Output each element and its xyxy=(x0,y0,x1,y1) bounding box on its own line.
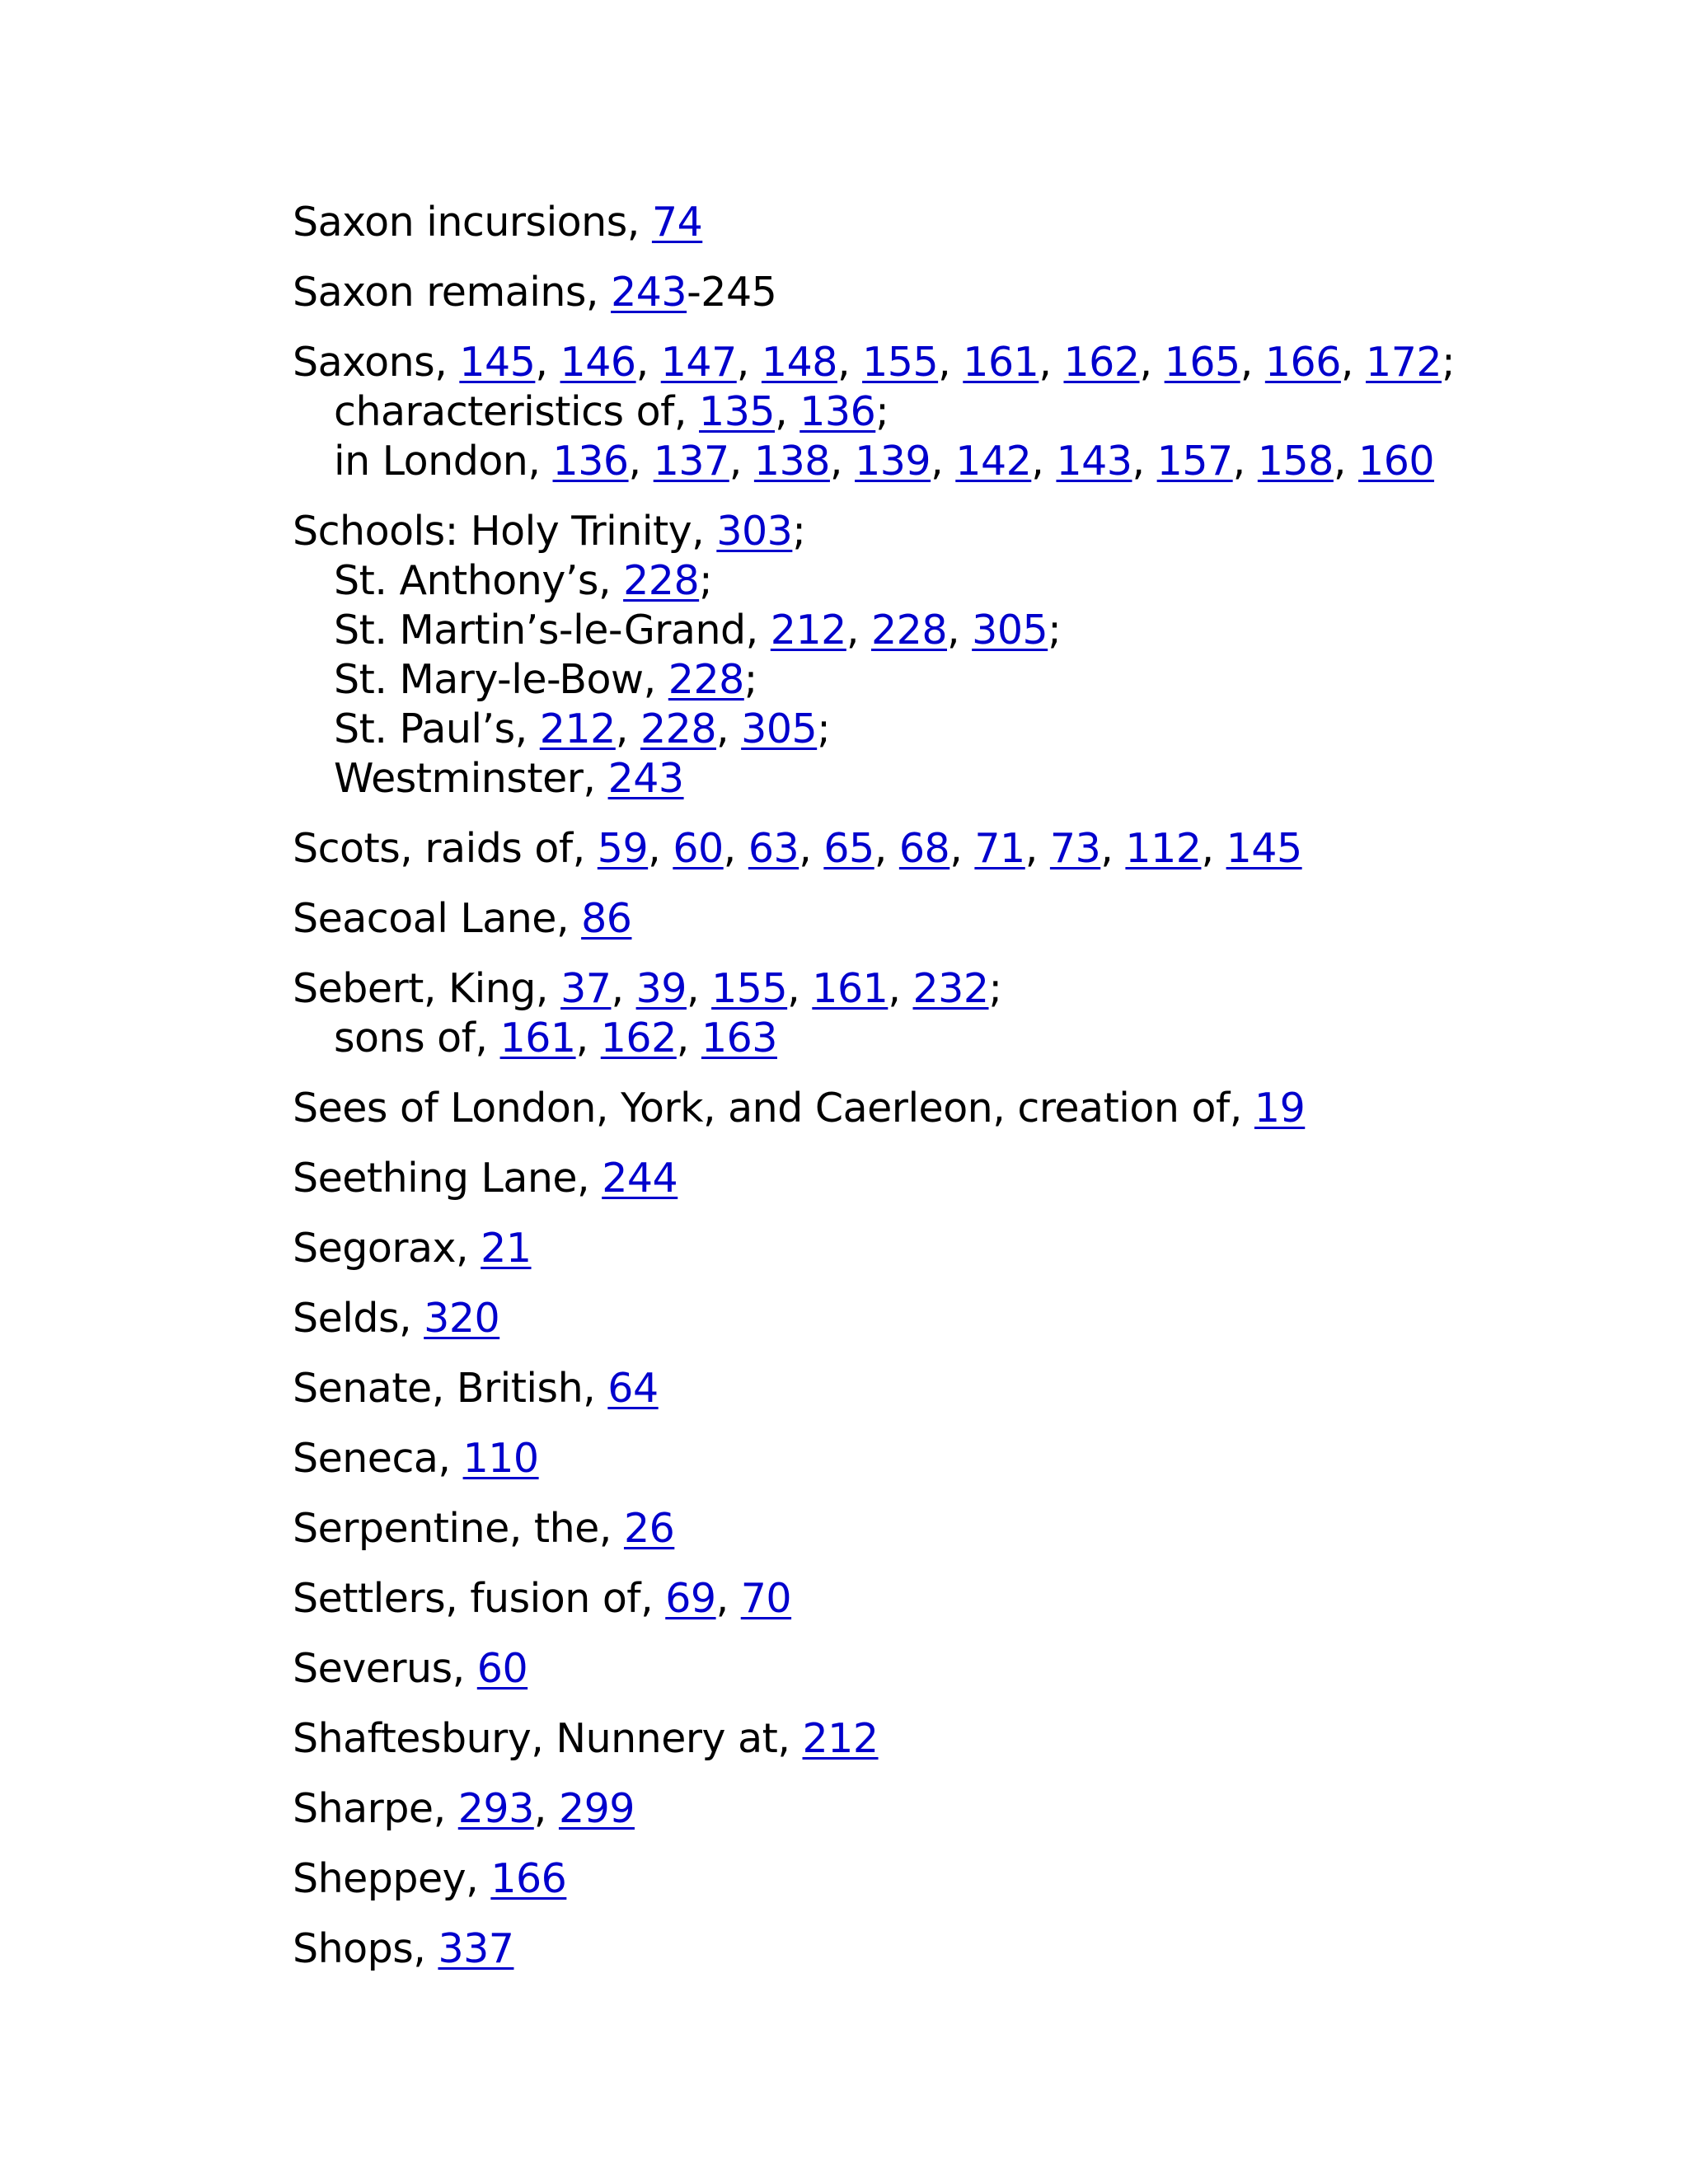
entry-tail: -245 xyxy=(687,269,777,316)
page-ref-link[interactable]: 212 xyxy=(802,1715,879,1762)
page-ref-link[interactable]: 71 xyxy=(974,825,1025,872)
entry-label: Shaftesbury, Nunnery at xyxy=(293,1715,778,1762)
page-ref-link[interactable]: 161 xyxy=(963,339,1039,386)
index-subentry-line: sons of, 161, 162, 163 xyxy=(334,1015,777,1062)
entry-label: Saxon remains xyxy=(293,269,586,316)
page-ref-link[interactable]: 244 xyxy=(602,1155,678,1202)
index-entry-line: Seething Lane, 244 xyxy=(293,1155,678,1202)
index-entry xyxy=(293,1224,1447,1273)
page-ref-link[interactable]: 26 xyxy=(623,1505,675,1552)
page-ref-link[interactable]: 165 xyxy=(1164,339,1240,386)
page-ref-link[interactable]: 68 xyxy=(898,825,950,872)
entry-label: St. Anthony’s xyxy=(334,557,598,604)
index-entry-line: Shaftesbury, Nunnery at, 212 xyxy=(293,1715,879,1762)
index-entry xyxy=(293,1154,1447,1203)
index-entry-line: Selds, 320 xyxy=(293,1295,500,1342)
index-entry-line: Seacoal Lane, 86 xyxy=(293,895,632,942)
index-entry xyxy=(293,268,1447,317)
page-ref-link[interactable]: 212 xyxy=(539,705,616,752)
entry-label: Sheppey xyxy=(293,1855,467,1902)
entry-label: Schools: Holy Trinity xyxy=(293,508,692,555)
page-ref-link[interactable]: 232 xyxy=(912,965,989,1012)
entry-label: St. Paul’s xyxy=(334,705,515,752)
page-ref-link[interactable]: 161 xyxy=(499,1015,576,1062)
index-entry-line: Sees of London, York, and Caerleon, creation of, 19 xyxy=(293,1085,1306,1132)
index-entry-line: Saxon incursions, 74 xyxy=(293,199,703,246)
page-ref-link[interactable]: 136 xyxy=(552,438,629,485)
entry-label: Serpentine, the xyxy=(293,1505,599,1552)
index-page xyxy=(293,198,1456,1994)
index-entry-line: Schools: Holy Trinity, 303; xyxy=(293,508,806,555)
page-ref-link[interactable]: 73 xyxy=(1049,825,1101,872)
index-entry xyxy=(293,1084,1447,1133)
entry-tail: ; xyxy=(988,965,1002,1012)
entry-label: Sharpe xyxy=(293,1785,434,1832)
index-entry-line: Segorax, 21 xyxy=(293,1225,532,1272)
index-entry-line: Senate, British, 64 xyxy=(293,1365,659,1412)
page-ref-link[interactable]: 162 xyxy=(600,1015,677,1062)
page-ref-link[interactable]: 21 xyxy=(481,1225,532,1272)
page-ref-link[interactable]: 147 xyxy=(660,339,737,386)
page-ref-link[interactable]: 74 xyxy=(651,199,703,246)
index-entry-line: Scots, raids of, 59, 60, 63, 65, 68, 71, 73, 112, 145 xyxy=(293,825,1302,872)
page-ref-link[interactable]: 155 xyxy=(862,339,939,386)
page-ref-link[interactable]: 157 xyxy=(1156,438,1233,485)
page-ref-link[interactable]: 19 xyxy=(1254,1085,1306,1132)
entry-label: Senate, British xyxy=(293,1365,584,1412)
index-entry xyxy=(293,894,1447,944)
page-ref-link[interactable]: 155 xyxy=(711,965,788,1012)
page-ref-link[interactable]: 243 xyxy=(611,269,687,316)
index-entry-line: Severus, 60 xyxy=(293,1645,528,1692)
index-entry xyxy=(293,1714,1447,1764)
page-ref-link[interactable]: 37 xyxy=(560,965,612,1012)
page-ref-link[interactable]: 138 xyxy=(753,438,830,485)
page-ref-link[interactable]: 148 xyxy=(761,339,837,386)
page-ref-link[interactable]: 162 xyxy=(1063,339,1140,386)
index-entry xyxy=(293,964,1447,1063)
index-entry-line: Shops, 337 xyxy=(293,1925,514,1972)
page-ref-link[interactable]: 145 xyxy=(459,339,536,386)
page-ref-link[interactable]: 161 xyxy=(812,965,889,1012)
entry-label: in London xyxy=(334,438,528,485)
page-ref-link[interactable]: 228 xyxy=(623,557,700,604)
page-ref-link[interactable]: 228 xyxy=(870,607,947,654)
entry-tail: ; xyxy=(699,557,713,604)
page-ref-link[interactable]: 143 xyxy=(1056,438,1132,485)
page-ref-link[interactable]: 60 xyxy=(476,1645,528,1692)
page-ref-link[interactable]: 142 xyxy=(955,438,1032,485)
entry-tail: ; xyxy=(875,388,889,435)
entry-label: sons of xyxy=(334,1015,476,1062)
index-entry xyxy=(293,198,1447,247)
index-subentry-line: in London, 136, 137, 138, 139, 142, 143, 157, 158, 160 xyxy=(334,438,1435,485)
index-subentry-line: St. Paul’s, 212, 228, 305; xyxy=(334,705,831,752)
entry-label: Seneca xyxy=(293,1435,438,1482)
page-ref-link[interactable]: 299 xyxy=(558,1785,635,1832)
page-ref-link[interactable]: 243 xyxy=(607,755,684,802)
index-entry xyxy=(293,1784,1447,1834)
index-entry-line: Settlers, fusion of, 69, 70 xyxy=(293,1575,792,1622)
page-ref-link[interactable]: 228 xyxy=(668,656,744,703)
page-ref-link[interactable]: 136 xyxy=(799,388,876,435)
page-ref-link[interactable]: 70 xyxy=(740,1575,792,1622)
page-ref-link[interactable]: 139 xyxy=(855,438,931,485)
page-ref-link[interactable]: 166 xyxy=(1264,339,1341,386)
index-entry xyxy=(293,1924,1447,1974)
entry-label: Seething Lane xyxy=(293,1155,578,1202)
entry-label: characteristics of xyxy=(334,388,674,435)
page-ref-link[interactable]: 158 xyxy=(1257,438,1334,485)
index-entry-line: Seneca, 110 xyxy=(293,1435,539,1482)
page-ref-link[interactable]: 60 xyxy=(673,825,724,872)
page-ref-link[interactable]: 146 xyxy=(560,339,636,386)
page-ref-link[interactable]: 63 xyxy=(748,825,799,872)
page-ref-link[interactable]: 228 xyxy=(640,705,716,752)
page-ref-link[interactable]: 303 xyxy=(716,508,793,555)
index-subentry-line: Westminster, 243 xyxy=(334,755,684,802)
entry-label: St. Martin’s-le-Grand xyxy=(334,607,746,654)
index-entry-line: Saxon remains, 243-245 xyxy=(293,269,777,316)
page-ref-link[interactable]: 86 xyxy=(581,895,632,942)
index-subentry-line: St. Martin’s-le-Grand, 212, 228, 305; xyxy=(334,607,1062,654)
page-ref-link[interactable]: 59 xyxy=(597,825,649,872)
index-entry xyxy=(293,1294,1447,1343)
index-entry-line: Sharpe, 293, 299 xyxy=(293,1785,635,1832)
entry-label: Segorax xyxy=(293,1225,457,1272)
entry-label: Sees of London, York, and Caerleon, creation of xyxy=(293,1085,1230,1132)
page-ref-link[interactable]: 212 xyxy=(770,607,846,654)
index-subentry-line: St. Mary-le-Bow, 228; xyxy=(334,656,757,703)
index-subentry-line: characteristics of, 135, 136; xyxy=(334,388,889,435)
entry-tail: ; xyxy=(1048,607,1062,654)
index-entry xyxy=(293,824,1447,874)
index-entry xyxy=(293,1504,1447,1554)
index-entry xyxy=(293,338,1456,486)
page-ref-link[interactable]: 320 xyxy=(424,1295,500,1342)
entry-label: Saxon incursions xyxy=(293,199,627,246)
page-ref-link[interactable]: 112 xyxy=(1125,825,1202,872)
page-ref-link[interactable]: 145 xyxy=(1226,825,1302,872)
entry-label: Shops xyxy=(293,1925,414,1972)
entry-label: St. Mary-le-Bow xyxy=(334,656,644,703)
page-ref-link[interactable]: 160 xyxy=(1358,438,1435,485)
page-ref-link[interactable]: 305 xyxy=(741,705,818,752)
entry-label: Westminster xyxy=(334,755,584,802)
page-ref-link[interactable]: 305 xyxy=(972,607,1048,654)
entry-tail: ; xyxy=(743,656,757,703)
index-entry-line: Saxons, 145, 146, 147, 148, 155, 161, 162, 165, 166, 172; xyxy=(293,339,1456,386)
page-ref-link[interactable]: 172 xyxy=(1366,339,1442,386)
index-entry-line: Sebert, King, 37, 39, 155, 161, 232; xyxy=(293,965,1002,1012)
index-subentry-line: St. Anthony’s, 228; xyxy=(334,557,713,604)
entry-label: Sebert, King xyxy=(293,965,536,1012)
page-ref-link[interactable]: 69 xyxy=(665,1575,716,1622)
page-ref-link[interactable]: 293 xyxy=(457,1785,534,1832)
page-ref-link[interactable]: 39 xyxy=(635,965,687,1012)
index-entry xyxy=(293,1434,1447,1483)
index-entry xyxy=(293,1854,1447,1904)
index-entry-line: Sheppey, 166 xyxy=(293,1855,567,1902)
page-ref-link[interactable]: 64 xyxy=(607,1365,659,1412)
entry-label: Scots, raids of xyxy=(293,825,573,872)
page-ref-link[interactable]: 163 xyxy=(701,1015,777,1062)
index-entry xyxy=(293,1364,1447,1413)
entry-label: Saxons xyxy=(293,339,435,386)
page-ref-link[interactable]: 135 xyxy=(699,388,776,435)
entry-tail: ; xyxy=(817,705,831,752)
entry-label: Seacoal Lane xyxy=(293,895,556,942)
entry-label: Settlers, fusion of xyxy=(293,1575,641,1622)
index-entry xyxy=(293,507,1447,804)
index-entry xyxy=(293,1574,1447,1624)
entry-label: Selds xyxy=(293,1295,399,1342)
page-ref-link[interactable]: 110 xyxy=(462,1435,539,1482)
page-ref-link[interactable]: 337 xyxy=(438,1925,514,1972)
entry-label: Severus xyxy=(293,1645,452,1692)
page-ref-link[interactable]: 137 xyxy=(653,438,729,485)
index-entry xyxy=(293,1644,1447,1694)
entry-tail: ; xyxy=(792,508,806,555)
entry-tail: ; xyxy=(1442,339,1456,386)
page-ref-link[interactable]: 65 xyxy=(823,825,874,872)
index-entry-line: Serpentine, the, 26 xyxy=(293,1505,675,1552)
page-ref-link[interactable]: 166 xyxy=(490,1855,567,1902)
